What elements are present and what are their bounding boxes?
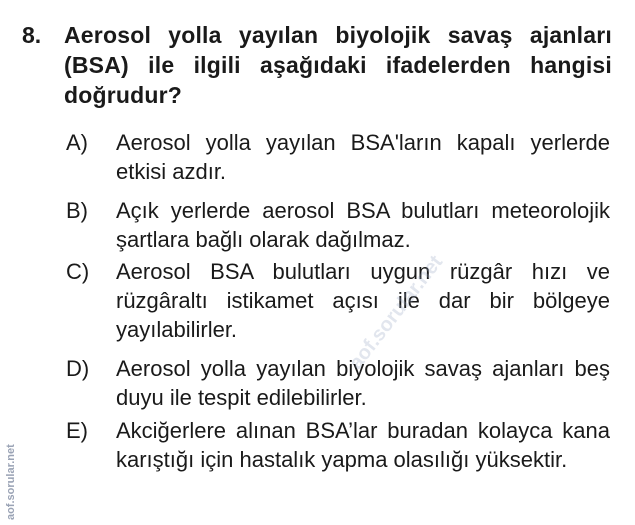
diagonal-watermark: aof.sorular.net — [345, 251, 448, 374]
question-number: 8. — [22, 22, 42, 48]
option-letter: C) — [66, 259, 90, 284]
option-letter: A) — [66, 130, 88, 155]
side-watermark-text: aof.sorular.net — [5, 444, 17, 520]
option-text: Aerosol BSA bulutları uygun rüzgâr hızı ve rüzgâraltı istikamet açısı ile dar bir bölgeye yayılabilirler. — [116, 259, 610, 342]
option-letter: D) — [66, 356, 90, 381]
option-text: Açık yerlerde aerosol BSA bulutları meteorolojik şartlara bağlı olarak dağılmaz. — [116, 198, 610, 252]
option-letter: B) — [66, 198, 88, 223]
option-text: Aerosol yolla yayılan biyolojik savaş ajanları beş duyu ile tespit edilebilirler. — [116, 356, 610, 410]
option-text: Aerosol yolla yayılan BSA'ların kapalı yerlerde etkisi azdır. — [116, 130, 610, 184]
side-watermark — [0, 380, 20, 520]
option-text: Akciğerlere alınan BSA’lar buradan kolayca kana karıştığı için hastalık yapma olasılığı yüksektir. — [116, 418, 610, 472]
question-text: Aerosol yolla yayılan biyolojik savaş ajanları (BSA) ile ilgili aşağıdaki ifadelerden hangisi doğrudur? — [64, 22, 612, 108]
option-letter: E) — [66, 418, 88, 443]
